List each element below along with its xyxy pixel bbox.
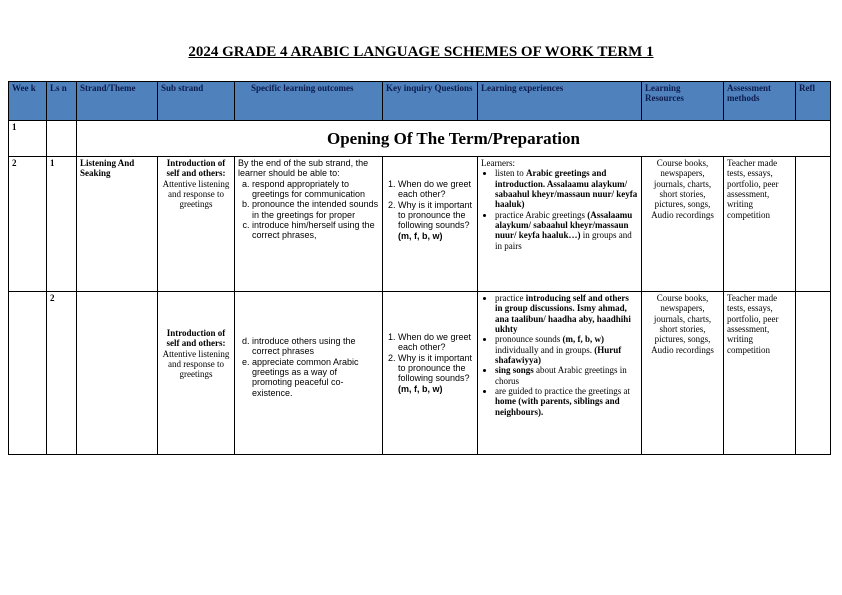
col-inquiry: Key inquiry Questions bbox=[383, 82, 478, 121]
week-cell bbox=[9, 292, 47, 455]
sub-strand-text: Attentive listening and response to greetings bbox=[162, 348, 230, 380]
inquiry-item: 1. When do we greet each other? bbox=[398, 179, 474, 200]
experiences-intro: Learners: bbox=[481, 158, 515, 168]
page-title: 2024 GRADE 4 ARABIC LANGUAGE SCHEMES OF WORK TERM 1 bbox=[188, 44, 654, 60]
col-week: Wee k bbox=[9, 82, 47, 121]
outcomes-cell bbox=[235, 292, 383, 455]
sub-strand-cell bbox=[158, 292, 235, 455]
inquiry-cell bbox=[383, 157, 478, 292]
outcome-item: e. appreciate common Arabic greetings as a way of promoting peaceful co-existence. bbox=[252, 357, 379, 398]
lesson-cell bbox=[47, 121, 77, 157]
inquiry-item bbox=[398, 353, 474, 394]
inquiry-item: 1. When do we greet each other? bbox=[398, 332, 474, 353]
experience-item: • practice introducing self and others in group discussions. Ismy ahmad, ana taalibun/ haadha aby, haadhihi ukhty bbox=[495, 293, 638, 334]
outcome-item: b. pronounce the intended sounds in the greetings for proper bbox=[252, 199, 379, 220]
resources-cell: Course books, newspapers, journals, charts, short stories, pictures, songs, Audio recordings bbox=[642, 292, 724, 455]
table-row bbox=[9, 157, 831, 292]
opening-banner: Opening Of The Term/Preparation bbox=[77, 121, 831, 157]
inquiry-sounds: (m, f, b, w) bbox=[398, 230, 443, 241]
inquiry-item-text: Why is it important to pronounce the following sounds? bbox=[398, 199, 473, 231]
col-strand: Strand/Theme bbox=[77, 82, 158, 121]
resources-cell: Course books, newspapers, journals, charts, short stories, pictures, songs, Audio recordings bbox=[642, 157, 724, 292]
outcome-item: c. introduce him/herself using the correct phrases, bbox=[252, 220, 379, 241]
experiences-cell bbox=[478, 157, 642, 292]
assessment-cell: Teacher made tests, essays, portfolio, peer assessment, writing competition bbox=[724, 292, 796, 455]
table-row-opening bbox=[9, 121, 831, 157]
table-row bbox=[9, 292, 831, 455]
week-cell: 1 bbox=[9, 121, 47, 157]
inquiry-item-text: Why is it important to pronounce the following sounds? bbox=[398, 352, 473, 384]
col-resources: Learning Resources bbox=[642, 82, 724, 121]
reflection-cell bbox=[796, 157, 831, 292]
inquiry-item bbox=[398, 200, 474, 241]
lesson-cell: 1 bbox=[47, 157, 77, 292]
inquiry-cell bbox=[383, 292, 478, 455]
outcome-item: a. respond appropriately to greetings for communication bbox=[252, 179, 379, 200]
sub-strand-title: Introduction of self and others: bbox=[166, 158, 226, 179]
experience-item: • are guided to practice the greetings at home (with parents, siblings and neighbours). bbox=[495, 386, 638, 417]
lesson-cell: 2 bbox=[47, 292, 77, 455]
strand-cell: Listening And Seaking bbox=[77, 157, 158, 292]
col-outcomes: Specific learning outcomes bbox=[235, 82, 383, 121]
sub-strand-title: Introduction of self and others: bbox=[166, 328, 226, 349]
experience-item: • practice Arabic greetings (Assalaamu alaykum/ sabaahul kheyr/massaun nuur/ keyfa haaluk…) in groups and in pairs bbox=[495, 210, 638, 251]
experience-item: • sing songs about Arabic greetings in chorus bbox=[495, 365, 638, 386]
col-assessment: Assessment methods bbox=[724, 82, 796, 121]
schemes-table bbox=[8, 81, 831, 455]
week-cell: 2 bbox=[9, 157, 47, 292]
col-lesson: Ls n bbox=[47, 82, 77, 121]
assessment-cell: Teacher made tests, essays, portfolio, peer assessment, writing competition bbox=[724, 157, 796, 292]
outcomes-cell bbox=[235, 157, 383, 292]
col-reflection: Refl bbox=[796, 82, 831, 121]
outcomes-intro: By the end of the sub strand, the learner should be able to: bbox=[238, 158, 369, 179]
experience-item: • pronounce sounds (m, f, b, w) individually and in groups. (Huruf shafawiyya) bbox=[495, 334, 638, 365]
col-experiences: Learning experiences bbox=[478, 82, 642, 121]
sub-strand-cell bbox=[158, 157, 235, 292]
col-sub-strand: Sub strand bbox=[158, 82, 235, 121]
sub-strand-text: Attentive listening and response to greetings bbox=[162, 178, 230, 210]
inquiry-sounds: (m, f, b, w) bbox=[398, 383, 443, 394]
experiences-cell bbox=[478, 292, 642, 455]
reflection-cell bbox=[796, 292, 831, 455]
experience-item: • listen to Arabic greetings and introduction. Assalaamu alaykum/ sabaahul kheyr/massaun nuur/ keyfa haaluk) bbox=[495, 168, 638, 209]
outcome-item: d. introduce others using the correct phrases bbox=[252, 336, 379, 357]
strand-cell bbox=[77, 292, 158, 455]
table-header-row bbox=[9, 82, 831, 121]
